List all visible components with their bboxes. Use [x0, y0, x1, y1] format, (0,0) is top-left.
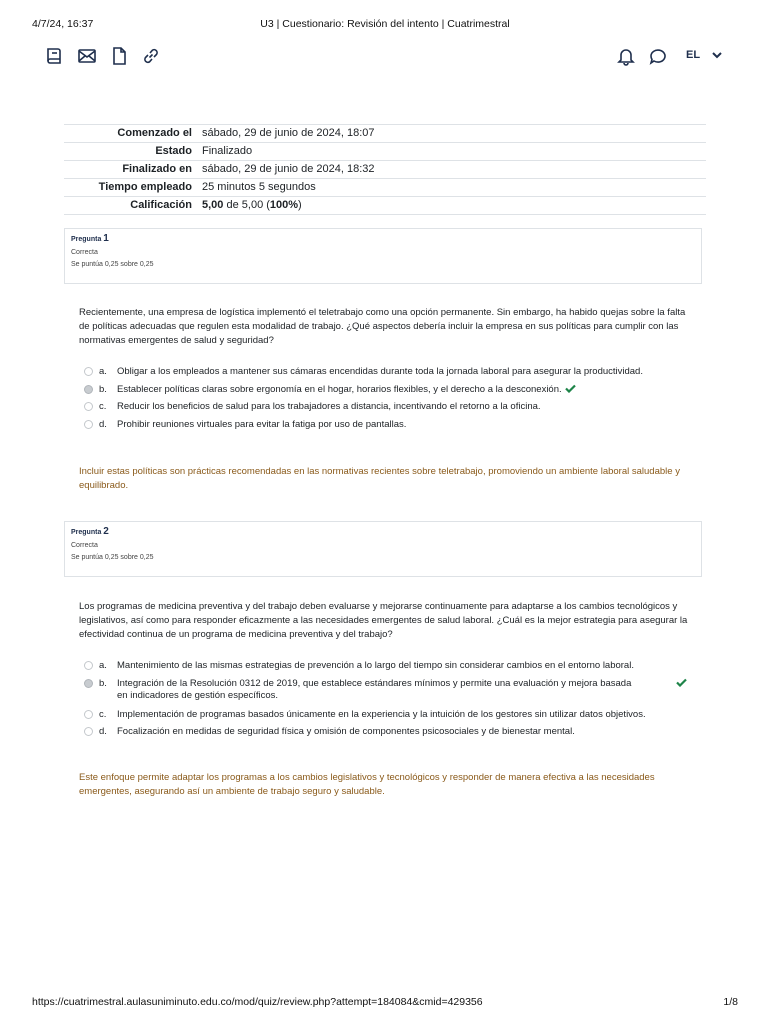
file-icon[interactable]: [109, 46, 129, 66]
radio-button[interactable]: [84, 420, 93, 429]
answer-letter: d.: [99, 726, 107, 737]
radio-button-selected[interactable]: [84, 679, 93, 688]
grade-percent: 100%: [269, 199, 299, 211]
question-2-answers: [84, 660, 704, 744]
question-2-text: Los programas de medicina preventiva y del trabajo deben evaluarse y mejorarse continuamente para adaptarse a los cambios tecnológicos y legislativos, así como para responder eficazmente a las necesidades emergentes de salud laboral. ¿Cuál es la mejor estrategia para asegurar la efectividad continua de un programa de medicina preventiva y del trabajo?: [79, 601, 688, 640]
answer-letter: a.: [99, 366, 107, 377]
answer-text-wrap: [117, 384, 704, 397]
print-title: U3 | Cuestionario: Revisión del intento | Cuatrimestral: [260, 18, 510, 30]
summary-label: Finalizado en: [64, 161, 202, 179]
question-grade: Se puntúa 0,25 sobre 0,25: [71, 261, 154, 268]
summary-label: Calificación: [64, 197, 202, 215]
print-page-number: 1/8: [723, 996, 738, 1008]
print-url: https://cuatrimestral.aulasuniminuto.edu.co/mod/quiz/review.php?attempt=184084&cmid=429356: [32, 996, 483, 1008]
grade-close: ): [298, 199, 302, 211]
question-number: Pregunta 2: [71, 526, 109, 537]
answer-option[interactable]: [84, 660, 704, 678]
language-menu[interactable]: EL: [686, 49, 701, 61]
radio-button[interactable]: [84, 727, 93, 736]
answer-text: Prohibir reuniones virtuales para evitar la fatiga por uso de pantallas.: [117, 418, 407, 430]
answer-text: Integración de la Resolución 0312 de 2019, que establece estándares mínimos y permite una evaluación y mejora basada en indicadores de gestión específicos.: [117, 677, 632, 701]
grade-out-of: de 5,00 (: [226, 199, 270, 211]
answer-option[interactable]: [84, 678, 704, 709]
summary-row-finished: [64, 161, 706, 179]
summary-value: [202, 197, 706, 215]
radio-button[interactable]: [84, 402, 93, 411]
radio-button-selected[interactable]: [84, 385, 93, 394]
question-1-feedback: Incluir estas políticas son prácticas recomendadas en las normativas recientes sobre teletrabajo, promoviendo un ambiente laboral saludable y equilibrado.: [79, 466, 680, 491]
summary-label: Estado: [64, 143, 202, 161]
question-state: Correcta: [71, 249, 98, 256]
question-1-info: [64, 228, 702, 284]
summary-value: sábado, 29 de junio de 2024, 18:07: [202, 125, 706, 143]
answer-letter: c.: [99, 401, 107, 412]
navbar-toolbar: [44, 46, 728, 68]
radio-button[interactable]: [84, 661, 93, 670]
summary-label: Comenzado el: [64, 125, 202, 143]
summary-value: 25 minutos 5 segundos: [202, 179, 706, 197]
summary-row-time: [64, 179, 706, 197]
chevron-down-icon[interactable]: [710, 48, 724, 62]
radio-button[interactable]: [84, 367, 93, 376]
answer-text: Mantenimiento de las mismas estrategias de prevención a lo largo del tiempo sin considerar cambios en el entorno laboral.: [117, 660, 634, 671]
answer-option[interactable]: [84, 709, 704, 727]
answer-letter: b.: [99, 383, 107, 395]
radio-button[interactable]: [84, 710, 93, 719]
question-1-answers: [84, 366, 704, 436]
answer-letter: b.: [99, 677, 107, 689]
chat-icon[interactable]: [648, 46, 668, 66]
answer-option[interactable]: [84, 384, 704, 402]
question-number: Pregunta 1: [71, 233, 109, 244]
summary-value: Finalizado: [202, 143, 706, 161]
summary-row-started: [64, 125, 706, 143]
answer-option[interactable]: [84, 401, 704, 419]
print-datetime: 4/7/24, 16:37: [32, 18, 94, 30]
summary-row-state: [64, 143, 706, 161]
answer-text: Implementación de programas basados únicamente en la experiencia y la intuición de los gestores sin utilizar datos objetivos.: [117, 708, 646, 720]
question-state: Correcta: [71, 542, 98, 549]
mail-icon[interactable]: [77, 46, 97, 66]
question-1-text: Recientemente, una empresa de logística implementó el teletrabajo como una opción permanente. Sin embargo, ha habido quejas sobre la falta de políticas adecuadas que regulen esta modalidad de trabajo. ¿Qué aspectos debería incluir la empresa en sus políticas para cumplir con las normativas emergentes de salud y seguridad?: [79, 307, 686, 346]
summary-value: sábado, 29 de junio de 2024, 18:32: [202, 161, 706, 179]
check-icon: [676, 678, 687, 691]
bell-icon[interactable]: [616, 46, 636, 66]
answer-option[interactable]: [84, 419, 704, 437]
link-icon[interactable]: [141, 46, 161, 66]
answer-text: Reducir los beneficios de salud para los trabajadores a distancia, incentivando el retorno a la oficina.: [117, 401, 541, 412]
answer-letter: c.: [99, 708, 107, 720]
question-2-feedback: Este enfoque permite adaptar los programas a los cambios legislativos y tecnológicos y responder de manera efectiva a las necesidades emergentes, asegurando así un ambiente de trabajo seguro y saludable.: [79, 772, 655, 797]
answer-text: Focalización en medidas de seguridad física y omisión de componentes psicosociales y de bienestar mental.: [117, 726, 575, 737]
check-icon: [565, 384, 576, 397]
book-icon[interactable]: [44, 46, 64, 66]
question-2-info: [64, 521, 702, 577]
answer-letter: a.: [99, 660, 107, 671]
question-grade: Se puntúa 0,25 sobre 0,25: [71, 554, 154, 561]
answer-option[interactable]: [84, 726, 704, 744]
answer-text: Establecer políticas claras sobre ergonomía en el hogar, horarios flexibles, y el derecho a la desconexión.: [117, 383, 562, 395]
answer-text: Obligar a los empleados a mantener sus cámaras encendidas durante toda la jornada laboral para asegurar la productividad.: [117, 366, 643, 377]
answer-option[interactable]: [84, 366, 704, 384]
summary-row-grade: [64, 197, 706, 215]
attempt-summary-table: [64, 124, 706, 215]
answer-letter: d.: [99, 418, 107, 430]
summary-label: Tiempo empleado: [64, 179, 202, 197]
grade-value: 5,00: [202, 199, 224, 211]
